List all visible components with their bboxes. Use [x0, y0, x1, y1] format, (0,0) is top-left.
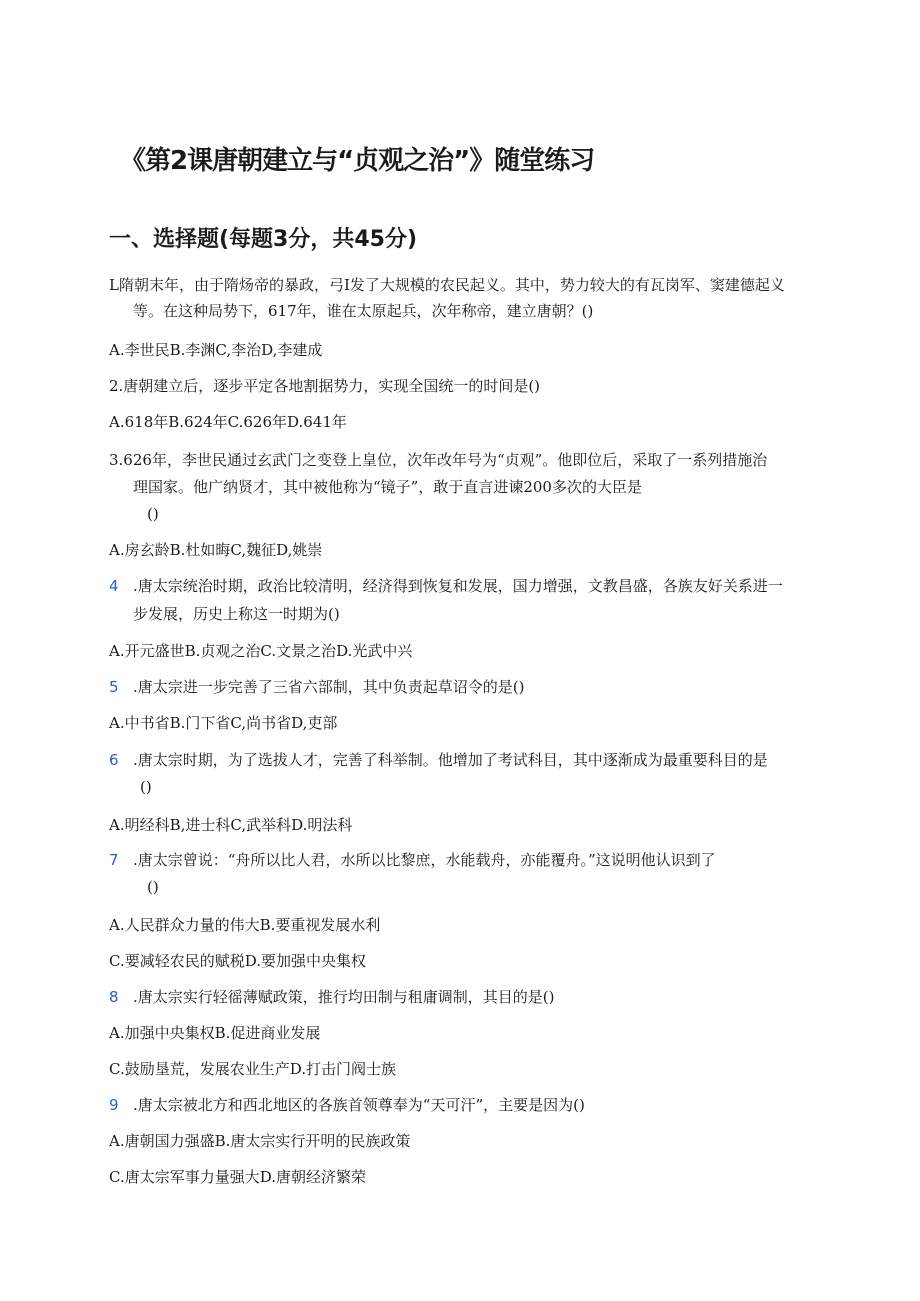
- question-1-text-cont: 等。在这种局势下，617年，谁在太原起兵，次年称帝，建立唐朝？(): [133, 302, 594, 320]
- question-3-options: A.房玄龄B.杜如晦C,魏征D,姚崇: [109, 541, 323, 559]
- question-number-9: 9: [109, 1096, 119, 1114]
- question-7-text: .唐太宗曾说：“舟所以比人君，水所以比黎庶，水能载舟，亦能覆舟。”这说明他认识到了: [133, 851, 716, 869]
- question-5-text: .唐太宗进一步完善了三省六部制，其中负责起草诏令的是(): [133, 678, 525, 696]
- section-heading: 一、选择题(每题3分，共45分): [109, 227, 418, 252]
- question-3-blank: (): [147, 505, 159, 523]
- question-4-text: .唐太宗统治时期，政治比较清明，经济得到恢复和发展，国力增强，文教昌盛，各族友好关系进一: [133, 577, 783, 595]
- question-6-options: A.明经科B,进士科C,武举科D.明法科: [109, 816, 353, 834]
- question-3-text-cont: 理国家。他广纳贤才，其中被他称为“镜子”，敢于直言进谏200多次的大臣是: [133, 478, 642, 496]
- question-8-text: .唐太宗实行轻徭薄赋政策，推行均田制与租庸调制，其目的是(): [133, 988, 555, 1006]
- question-7-options-cd: C.要减轻农民的赋税D.要加强中央集权: [109, 952, 366, 970]
- page-title: 《第2课唐朝建立与“贞观之治”》随堂练习: [120, 146, 595, 176]
- question-number-8: 8: [109, 988, 119, 1006]
- question-number-6: 6: [109, 751, 119, 769]
- question-9-text: .唐太宗被北方和西北地区的各族首领尊奉为“天可汗”，主要是因为(): [133, 1096, 585, 1114]
- question-8-options-cd: C.鼓励垦荒，发展农业生产D.打击门阀士族: [109, 1060, 396, 1078]
- question-3-text: 3.626年，李世民通过玄武门之变登上皇位，次年改年号为“贞观”。他即位后，采取了一系列措施治: [109, 451, 768, 469]
- question-6-blank: (): [140, 778, 152, 796]
- question-5-options: A.中书省B.门下省C,尚书省D,吏部: [109, 714, 338, 732]
- question-number-5: 5: [109, 678, 119, 696]
- question-7-options-ab: A.人民群众力量的伟大B.要重视发展水利: [109, 916, 381, 934]
- question-1-options: A.李世民B.李渊C,李治D,李建成: [109, 341, 323, 359]
- question-2-text: 2.唐朝建立后，逐步平定各地割据势力，实现全国统一的时间是(): [109, 377, 541, 395]
- question-7-blank: (): [147, 878, 159, 896]
- question-1-text: L隋朝末年，由于隋炀帝的暴政，弓I发了大规模的农民起义。其中，势力较大的有瓦岗军、窦建德起义: [109, 276, 785, 294]
- question-6-text: .唐太宗时期，为了选拔人才，完善了科举制。他增加了考试科目，其中逐渐成为最重要科目的是: [133, 751, 768, 769]
- question-8-options-ab: A.加强中央集权B.促进商业发展: [109, 1024, 321, 1042]
- question-9-options-cd: C.唐太宗军事力量强大D.唐朝经济繁荣: [109, 1168, 366, 1186]
- question-2-options: A.618年B.624年C.626年D.641年: [109, 413, 347, 431]
- question-number-4: 4: [109, 577, 119, 595]
- question-4-options: A.开元盛世B.贞观之治C.文景之治D.光武中兴: [109, 642, 413, 660]
- question-4-text-cont: 步发展，历史上称这一时期为(): [133, 605, 340, 623]
- question-9-options-ab: A.唐朝国力强盛B.唐太宗实行开明的民族政策: [109, 1132, 411, 1150]
- question-number-7: 7: [109, 851, 119, 869]
